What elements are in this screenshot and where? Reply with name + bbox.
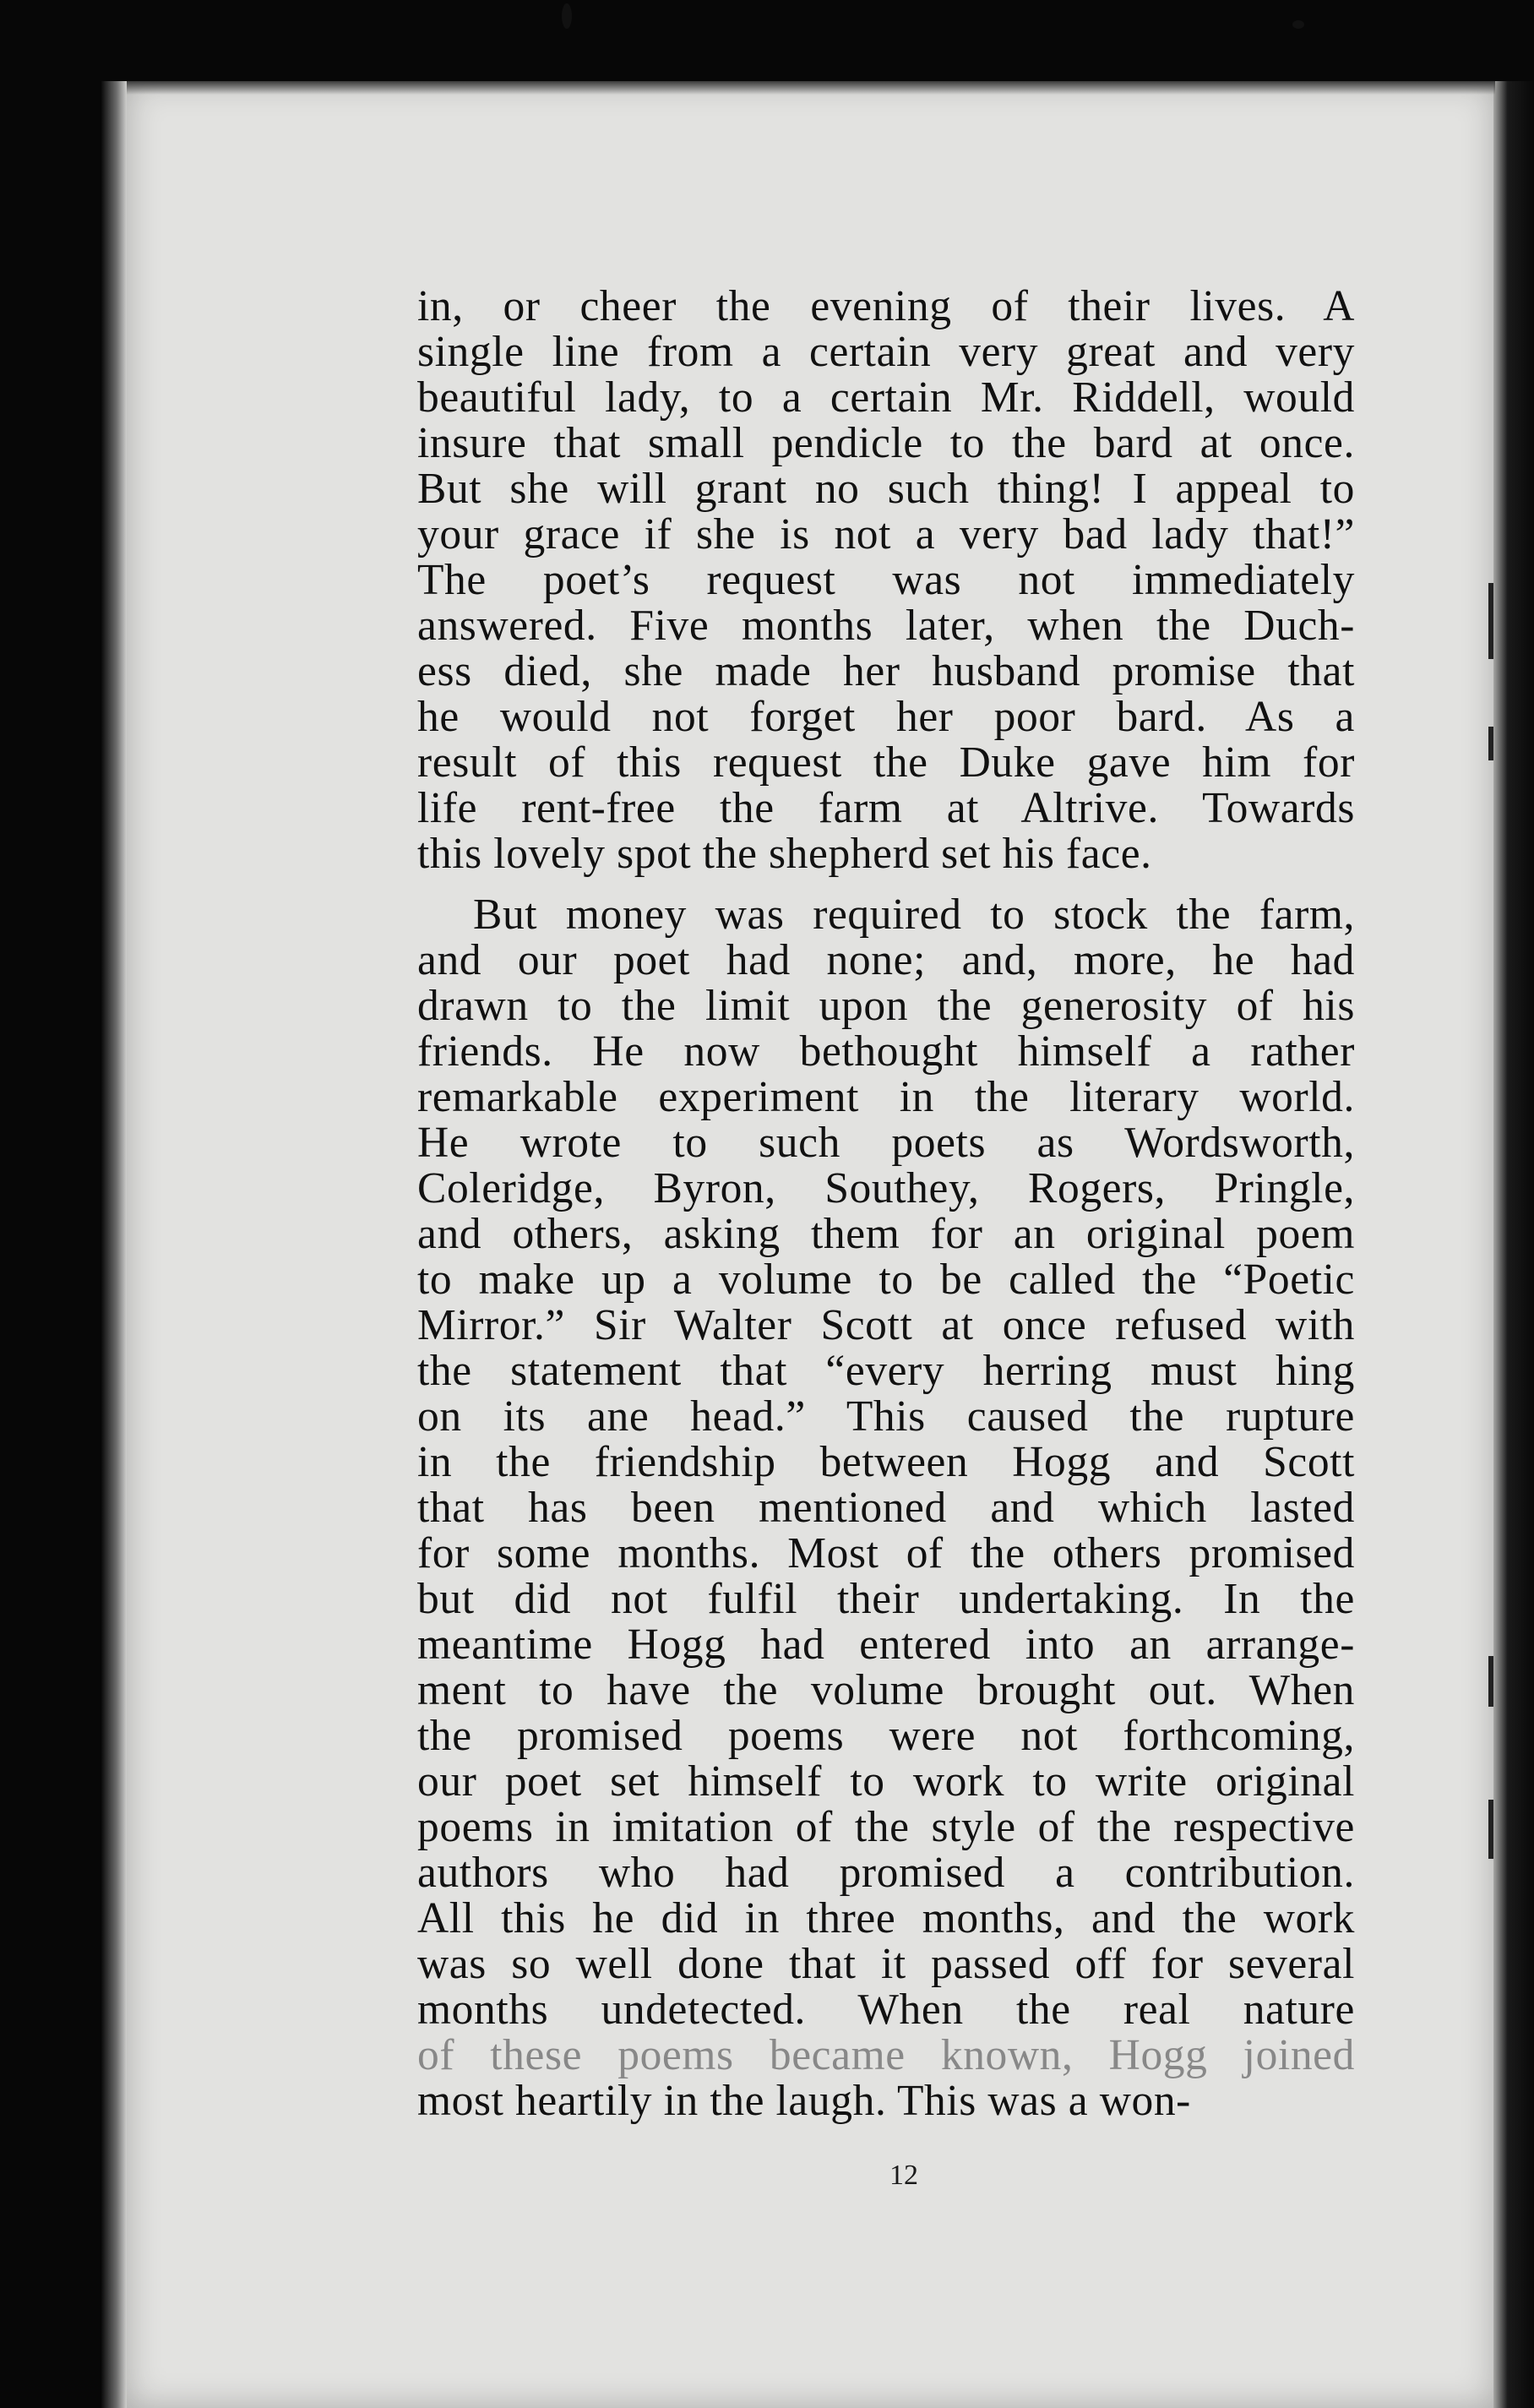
text-line: this lovely spot the shepherd set his face. (417, 830, 1152, 878)
text-line: Mirror.” Sir Walter Scott at once refused with (417, 1301, 1355, 1349)
text-line: most heartily in the laugh. This was a won- (417, 2077, 1191, 2125)
scan-speck (562, 3, 572, 29)
paragraph (417, 892, 1355, 2124)
text-line: beautiful lady, to a certain Mr. Riddell, would (417, 373, 1355, 422)
text-line: Coleridge, Byron, Southey, Rogers, Pringle, (417, 1164, 1355, 1212)
text-line: But money was required to stock the farm, (473, 891, 1355, 939)
text-line: All this he did in three months, and the work (417, 1894, 1355, 1942)
text-line: ess died, she made her husband promise that (417, 647, 1355, 695)
text-line: but did not fulfil their undertaking. In the (417, 1575, 1355, 1623)
text-line: answered. Five months later, when the Duch- (417, 602, 1355, 650)
binding-thread-mark (1488, 1800, 1493, 1859)
scan-speck (1292, 20, 1304, 29)
body-text (417, 284, 1355, 2124)
text-line: for some months. Most of the others promised (417, 1529, 1355, 1577)
text-line: and others, asking them for an original poem (417, 1210, 1355, 1258)
text-line: remarkable experiment in the literary world. (417, 1073, 1355, 1121)
text-line: life rent-free the farm at Altrive. Towards (417, 784, 1355, 832)
text-line: insure that small pendicle to the bard at once. (417, 419, 1355, 467)
text-line: He wrote to such poets as Wordsworth, (417, 1119, 1355, 1167)
text-line: result of this request the Duke gave him for (417, 738, 1355, 787)
binding-thread-mark (1488, 727, 1493, 760)
text-line: in, or cheer the evening of their lives. A (417, 282, 1355, 330)
text-line: to make up a volume to be called the “Poetic (417, 1256, 1355, 1304)
text-line: he would not forget her poor bard. As a (417, 693, 1355, 741)
text-line: on its ane head.” This caused the rupture (417, 1392, 1355, 1441)
binding-thread-mark (1488, 1656, 1493, 1707)
page-right-edge (1493, 81, 1534, 2408)
text-line: But she will grant no such thing! I appeal to (417, 465, 1355, 513)
text-line: friends. He now bethought himself a rather (417, 1027, 1355, 1076)
text-line: your grace if she is not a very bad lady that!” (417, 510, 1355, 558)
text-line: authors who had promised a contribution. (417, 1849, 1355, 1897)
page-top-shadow (127, 81, 1495, 95)
text-line: single line from a certain very great and very (417, 328, 1355, 376)
page-left-edge (101, 81, 127, 2408)
text-line: was so well done that it passed off for several (417, 1940, 1355, 1988)
page-number: 12 (889, 2160, 918, 2191)
text-line: drawn to the limit upon the generosity of his (417, 982, 1355, 1030)
text-line: ment to have the volume brought out. When (417, 1666, 1355, 1714)
text-line: that has been mentioned and which lasted (417, 1484, 1355, 1532)
text-line: of these poems became known, Hogg joined (417, 2031, 1355, 2079)
text-line: the promised poems were not forthcoming, (417, 1712, 1355, 1760)
text-line: and our poet had none; and, more, he had (417, 936, 1355, 984)
paragraph (417, 284, 1355, 877)
text-line: The poet’s request was not immediately (417, 556, 1355, 604)
text-line: poems in imitation of the style of the respective (417, 1803, 1355, 1851)
text-line: our poet set himself to work to write original (417, 1757, 1355, 1806)
text-line: months undetected. When the real nature (417, 1986, 1355, 2034)
text-line: meantime Hogg had entered into an arrange- (417, 1621, 1355, 1669)
text-line: the statement that “every herring must hing (417, 1347, 1355, 1395)
text-line: in the friendship between Hogg and Scott (417, 1438, 1355, 1486)
binding-thread-mark (1488, 583, 1493, 659)
